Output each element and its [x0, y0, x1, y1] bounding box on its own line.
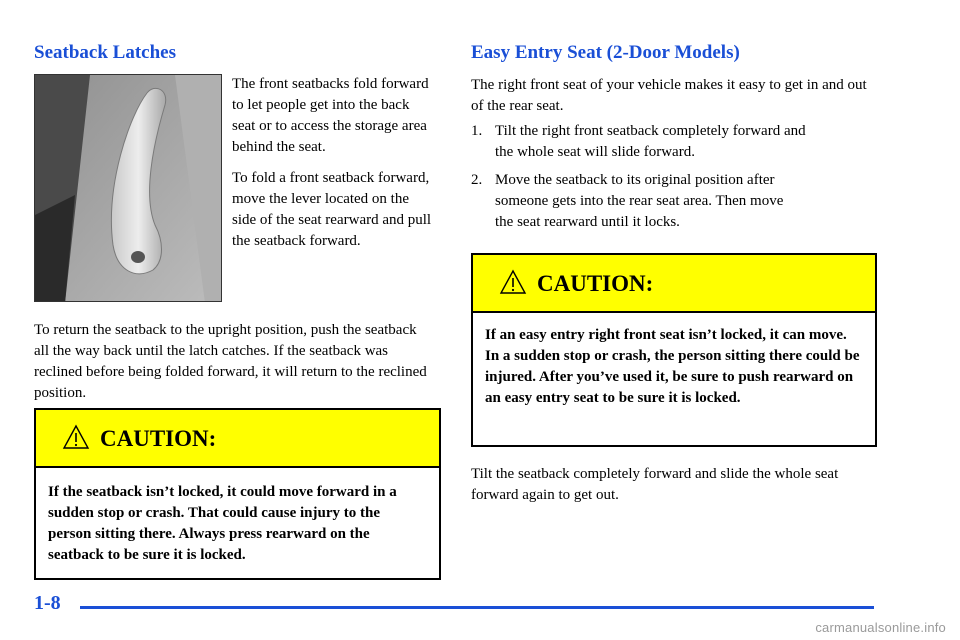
caution-text: If an easy entry right front seat isn’t locked, it can move. In a sudden stop or crash, the person sitting there could be injured. After you’ve used it, be sure to push rearward on an easy entry seat to be sure it is locked. — [485, 327, 860, 406]
caution-title: CAUTION: — [100, 426, 217, 451]
seatback-lever-photo — [34, 74, 222, 302]
list-item — [471, 121, 881, 165]
watermark-text: carmanualsonline.info — [815, 620, 946, 635]
caution-text: If the seatback isn’t locked, it could move forward in a sudden stop or crash. That could cause injury to the person sitting there. Always press rearward on the seatback to be sure it is locked. — [48, 484, 397, 563]
list-item-number: 2. — [471, 172, 483, 188]
section-heading-easy-entry-seat: Easy Entry Seat (2-Door Models) — [471, 42, 740, 63]
list-item-text: Move the seatback to its original position after someone gets into the rear seat area. Then move the seat rearward until it locks. — [495, 172, 784, 230]
easy-entry-outro: Tilt the seatback completely forward and slide the whole seat forward again to get out. — [471, 466, 839, 503]
list-item — [471, 170, 881, 234]
footer-divider — [80, 606, 874, 609]
caution-box-left — [34, 408, 441, 580]
caution-title: CAUTION: — [537, 271, 654, 296]
list-item-text: Tilt the right front seatback completely forward and the whole seat will slide forward. — [495, 123, 806, 160]
caution-header — [473, 255, 875, 313]
side-paragraph-2: To fold a front seatback forward, move the lever located on the side of the seat rearward and pull the seatback forward. — [232, 170, 432, 249]
section-heading-seatback-latches: Seatback Latches — [34, 42, 176, 63]
warning-triangle-icon — [62, 424, 90, 450]
warning-triangle-icon — [499, 269, 527, 295]
return-seatback-paragraph: To return the seatback to the upright position, push the seatback all the way back until the latch catches. If the seatback was reclined before being folded forward, it will return to the reclined position. — [34, 322, 427, 401]
list-item-number: 1. — [471, 123, 483, 139]
easy-entry-intro: The right front seat of your vehicle makes it easy to get in and out of the rear seat. — [471, 77, 867, 114]
caution-header — [36, 410, 439, 468]
page-number: 1-8 — [34, 592, 61, 614]
side-paragraph-1: The front seatbacks fold forward to let people get into the back seat or to access the storage area behind the seat. — [232, 76, 429, 155]
caution-box-right — [471, 253, 877, 447]
